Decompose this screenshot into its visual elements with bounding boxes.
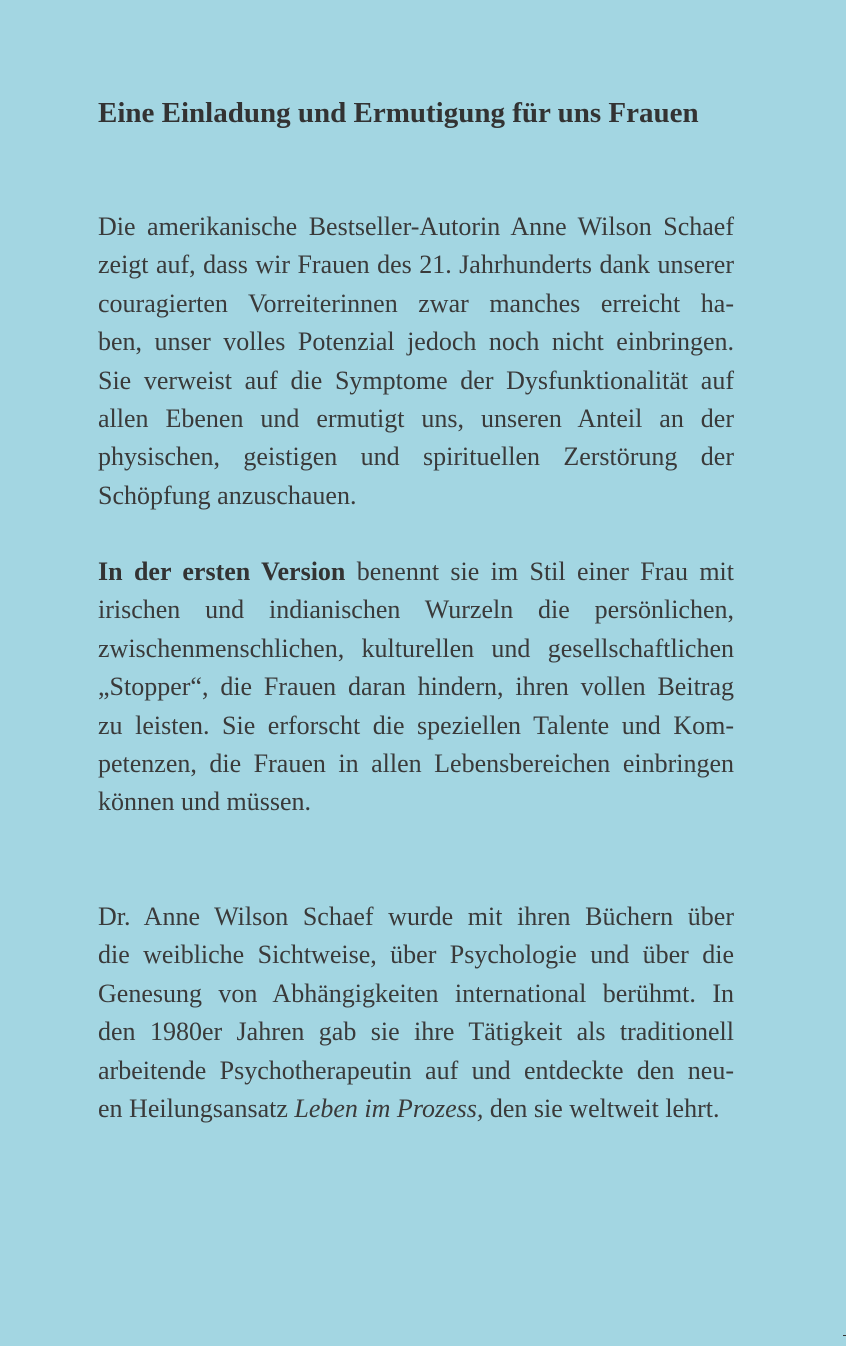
text-fragment: en Heilungsansatz <box>98 1094 295 1124</box>
text-line: Die amerikanische Bestseller-Autorin Anne Wilson Schaef <box>98 212 734 241</box>
text-line: können und müssen. <box>98 787 312 817</box>
author-bio-paragraph <box>98 898 734 1128</box>
text-line <box>98 1090 734 1128</box>
text-line: zu leisten. Sie erforscht die speziellen Talente und Kom- <box>98 710 734 740</box>
text-line: den 1980er Jahren gab sie ihre Tätigkeit als traditionell <box>98 1017 734 1047</box>
text-line: irischen und indianischen Wurzeln die persönlichen, <box>98 595 734 625</box>
text-line: die weibliche Sichtweise, über Psychologie und über die <box>98 940 734 970</box>
text-line: arbeitende Psychotherapeutin auf und entdeckte den neu- <box>98 1055 734 1085</box>
text-line: Dr. Anne Wilson Schaef wurde mit ihren Büchern über <box>98 902 734 931</box>
italic-book-title: Leben im Prozess, <box>294 1094 484 1124</box>
text-line: „Stopper“, die Frauen daran hindern, ihren vollen Beitrag <box>98 672 734 702</box>
text-line: zwischenmenschlichen, kulturellen und gesellschaftlichen <box>98 633 734 663</box>
bold-lead: In der ersten Version <box>98 557 346 586</box>
text-line: petenzen, die Frauen in allen Lebensbereichen einbringen <box>98 749 734 779</box>
page-title: Eine Einladung und Ermutigung für uns Frauen <box>98 97 699 129</box>
text-line: zeigt auf, dass wir Frauen des 21. Jahrhunderts dank unserer <box>98 250 734 280</box>
text-line: Genesung von Abhängigkeiten international berühmt. In <box>98 978 734 1008</box>
description-paragraph <box>98 208 734 515</box>
text-line: physischen, geistigen und spirituellen Zerstörung der <box>98 442 734 472</box>
text-fragment: den sie weltweit lehrt. <box>483 1094 720 1124</box>
text-line: ben, unser volles Potenzial jedoch noch nicht einbringen. <box>98 327 734 357</box>
text-line: couragierten Vorreiterinnen zwar manches erreicht ha- <box>98 288 734 318</box>
text-line: allen Ebenen und ermutigt uns, unseren Anteil an der <box>98 404 734 434</box>
text-line <box>98 553 734 591</box>
text-line: Sie verweist auf die Symptome der Dysfunktionalität auf <box>98 365 734 395</box>
text-line-rest: benennt sie im Stil einer Frau mit <box>345 557 734 586</box>
text-line: Schöpfung anzuschauen. <box>98 480 357 510</box>
version-paragraph <box>98 553 734 822</box>
